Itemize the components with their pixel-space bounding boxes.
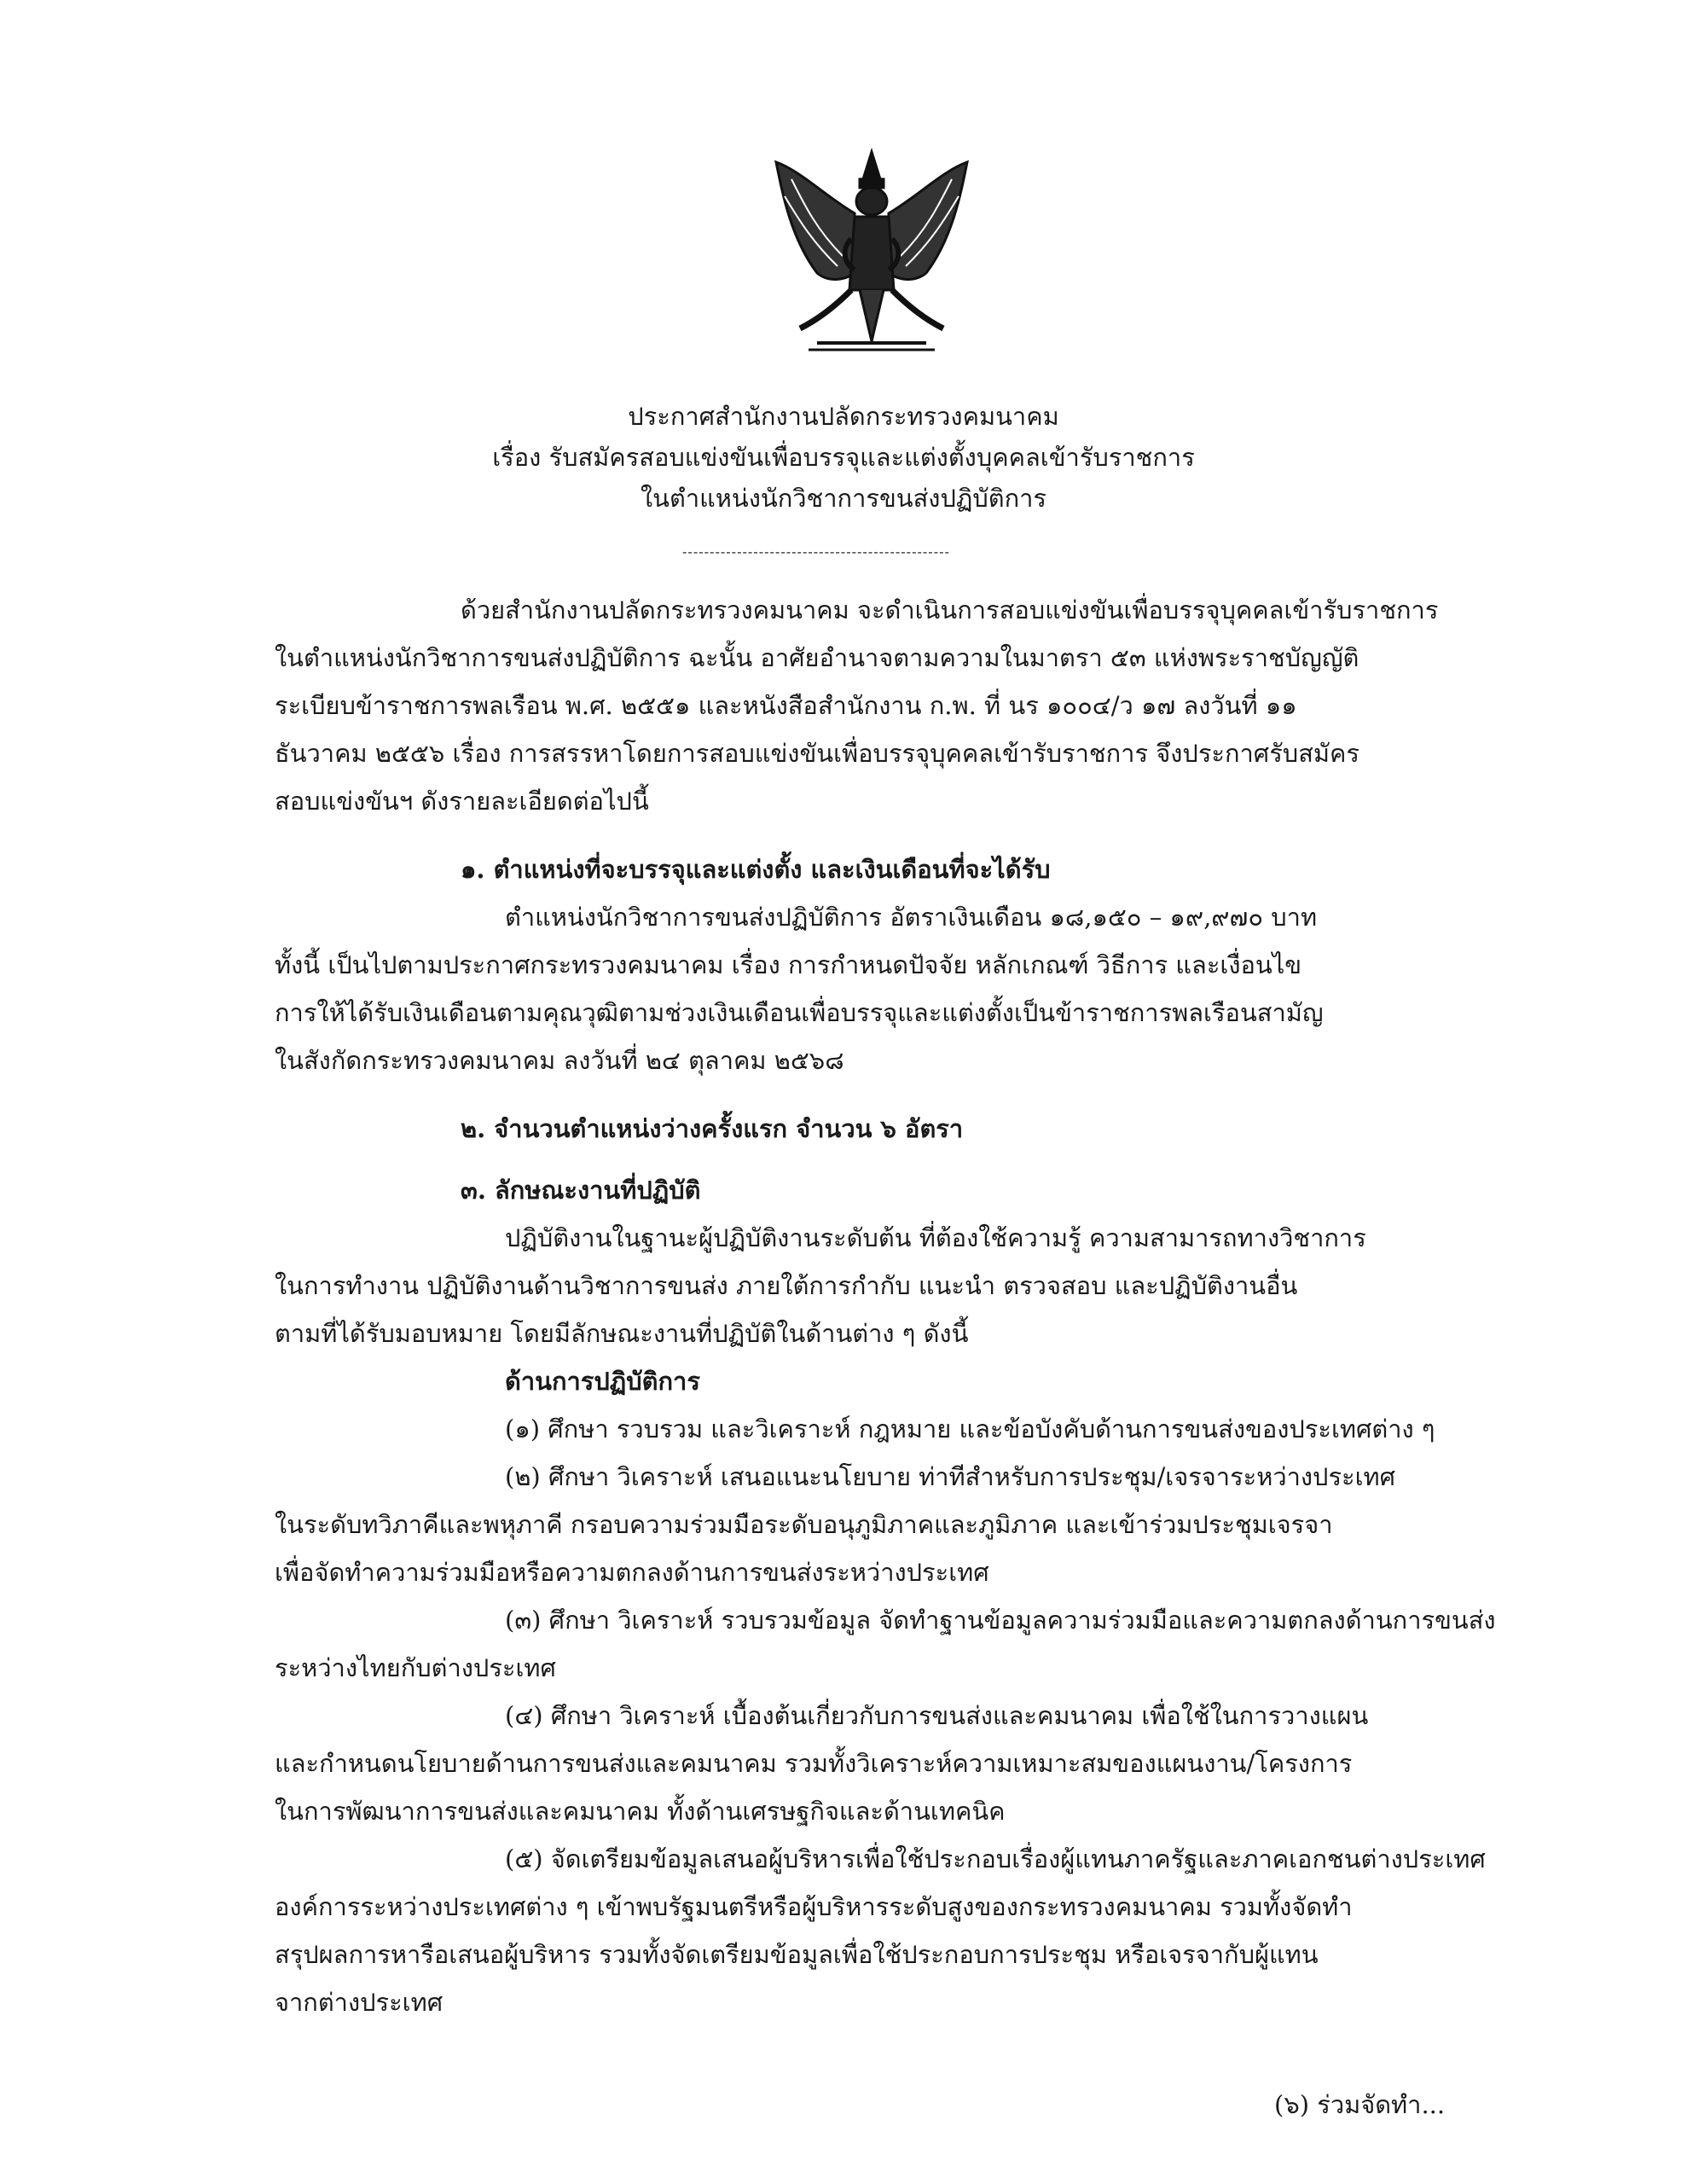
intro-line: ด้วยสำนักงานปลัดกระทรวงคมนาคม จะดำเนินการสอบแข่งขันเพื่อบรรจุบุคคลเข้ารับราชการ — [461, 595, 1439, 624]
intro-line: ธันวาคม ๒๕๕๖ เรื่อง การสรรหาโดยการสอบแข่งขันเพื่อบรรจุบุคคลเข้ารับราชการ จึงประกาศรับสมัคร — [275, 739, 1359, 768]
section-3-line: ตามที่ได้รับมอบหมาย โดยมีลักษณะงานที่ปฏิบัติในด้านต่าง ๆ ดังนี้ — [275, 1319, 969, 1348]
duty-item-continued: ในระดับทวิภาคีและพหุภาคี กรอบความร่วมมือระดับอนุภูมิภาคและภูมิภาค และเข้าร่วมประชุมเจรจา — [275, 1510, 1333, 1539]
section-3-heading: ๓. ลักษณะงานที่ปฏิบัติ — [461, 1176, 701, 1205]
duty-item-continued: ในการพัฒนาการขนส่งและคมนาคม ทั้งด้านเศรษฐกิจและด้านเทคนิค — [275, 1797, 1006, 1826]
section-3-subheading: ด้านการปฏิบัติการ — [505, 1367, 700, 1396]
section-2-heading: ๒. จำนวนตำแหน่งว่างครั้งแรก จำนวน ๖ อัตรา — [461, 1114, 964, 1143]
duty-item: (๒) ศึกษา วิเคราะห์ เสนอแนะนโยบาย ท่าทีสำหรับการประชุม/เจรจาระหว่างประเทศ — [505, 1462, 1396, 1491]
section-3-line: ในการทำงาน ปฏิบัติงานด้านวิชาการขนส่ง ภายใต้การกำกับ แนะนำ ตรวจสอบ และปฏิบัติงานอื่น — [275, 1271, 1298, 1300]
announcement-position: ในตำแหน่งนักวิชาการขนส่งปฏิบัติการ — [641, 484, 1046, 513]
duty-item: (๕) จัดเตรียมข้อมูลเสนอผู้บริหารเพื่อใช้ประกอบเรื่องผู้แทนภาครัฐและภาคเอกชนต่างประเทศ — [505, 1844, 1486, 1873]
duty-item: (๓) ศึกษา วิเคราะห์ รวบรวมข้อมูล จัดทำฐานข้อมูลความร่วมมือและความตกลงด้านการขนส่ง — [505, 1606, 1496, 1635]
duty-item-continued: สรุปผลการหารือเสนอผู้บริหาร รวมทั้งจัดเตรียมข้อมูลเพื่อใช้ประกอบการประชุม หรือเจรจากับผู้แทน — [275, 1940, 1319, 1969]
duty-item: (๔) ศึกษา วิเคราะห์ เบื้องต้นเกี่ยวกับการขนส่งและคมนาคม เพื่อใช้ในการวางแผน — [505, 1701, 1369, 1730]
duty-item-continued: องค์การระหว่างประเทศต่าง ๆ เข้าพบรัฐมนตรีหรือผู้บริหารระดับสูงของกระทรวงคมนาคม รวมทั้งจัดทำ — [275, 1892, 1353, 1921]
page-continuation: (๖) ร่วมจัดทำ... — [1274, 2090, 1446, 2119]
duty-item-continued: และกำหนดนโยบายด้านการขนส่งและคมนาคม รวมทั้งวิเคราะห์ความเหมาะสมของแผนงาน/โครงการ — [275, 1749, 1353, 1778]
section-1-line: ตำแหน่งนักวิชาการขนส่งปฏิบัติการ อัตราเงินเดือน ๑๘,๑๕๐ – ๑๙,๙๗๐ บาท — [505, 903, 1318, 932]
section-3-line: ปฏิบัติงานในฐานะผู้ปฏิบัติงานระดับต้น ที่ต้องใช้ความรู้ ความสามารถทางวิชาการ — [505, 1223, 1366, 1252]
intro-line: ระเบียบข้าราชการพลเรือน พ.ศ. ๒๕๕๑ และหนังสือสำนักงาน ก.พ. ที่ นร ๑๐๐๔/ว ๑๗ ลงวันที่ ๑๑ — [275, 691, 1297, 720]
title-separator: ------------------------------------------------- — [682, 543, 950, 560]
section-1-line: ทั้งนี้ เป็นไปตามประกาศกระทรวงคมนาคม เรื่อง การกำหนดปัจจัย หลักเกณฑ์ วิธีการ และเงื่อนไข — [275, 950, 1302, 979]
announcement-subject: เรื่อง รับสมัครสอบแข่งขันเพื่อบรรจุและแต่งตั้งบุคคลเข้ารับราชการ — [492, 443, 1195, 472]
duty-item: (๑) ศึกษา รวบรวม และวิเคราะห์ กฎหมาย และข้อบังคับด้านการขนส่งของประเทศต่าง ๆ — [505, 1414, 1435, 1443]
duty-item-continued: ระหว่างไทยกับต่างประเทศ — [275, 1653, 556, 1682]
section-1-line: การให้ได้รับเงินเดือนตามคุณวุฒิตามช่วงเงินเดือนเพื่อบรรจุและแต่งตั้งเป็นข้าราชการพลเรือนสามัญ — [275, 998, 1324, 1027]
section-1-heading: ๑. ตำแหน่งที่จะบรรจุและแต่งตั้ง และเงินเดือนที่จะได้รับ — [461, 855, 1051, 884]
announcement-title: ประกาศสำนักงานปลัดกระทรวงคมนาคม — [628, 402, 1059, 431]
intro-line: ในตำแหน่งนักวิชาการขนส่งปฏิบัติการ ฉะนั้น อาศัยอำนาจตามความในมาตรา ๕๓ แห่งพระราชบัญญัติ — [275, 643, 1359, 672]
intro-line: สอบแข่งขันฯ ดังรายละเอียดต่อไปนี้ — [275, 787, 649, 816]
duty-item-continued: จากต่างประเทศ — [275, 1988, 443, 2017]
section-1-line: ในสังกัดกระทรวงคมนาคม ลงวันที่ ๒๔ ตุลาคม ๒๕๖๘ — [275, 1046, 844, 1075]
garuda-emblem-icon — [766, 145, 977, 358]
duty-item-continued: เพื่อจัดทำความร่วมมือหรือความตกลงด้านการขนส่งระหว่างประเทศ — [275, 1558, 989, 1587]
